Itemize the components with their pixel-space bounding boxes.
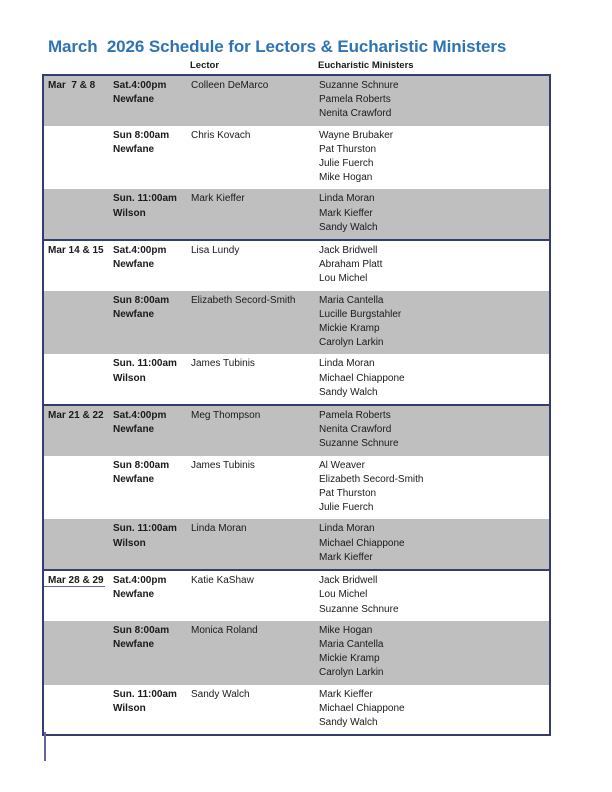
- minister-name: Maria Cantella: [319, 294, 384, 306]
- service-row: [43, 240, 550, 291]
- service-location-label: Newfane: [113, 308, 155, 320]
- time-location-cell: [109, 621, 187, 685]
- lector-name: Sandy Walch: [191, 688, 250, 700]
- date-cell: [43, 189, 109, 240]
- minister-name: Mike Hogan: [319, 624, 373, 636]
- minister-name: Linda Moran: [319, 523, 375, 535]
- service-time-label: Sat.4:00pm: [113, 575, 167, 587]
- service-location-label: Newfane: [113, 424, 155, 436]
- service-time-label: Sun 8:00am: [113, 294, 170, 306]
- week-block: [43, 75, 550, 240]
- lector-cell: [187, 75, 315, 126]
- lector-name: Mark Kieffer: [191, 193, 245, 205]
- date-cell: [43, 405, 109, 456]
- week-block: [43, 240, 550, 405]
- minister-name: Sandy Walch: [319, 386, 378, 398]
- week-block: [43, 570, 550, 735]
- service-location-label: Newfane: [113, 589, 155, 601]
- service-row: [43, 291, 550, 355]
- schedule-table: [42, 74, 551, 736]
- page-title: March 2026 Schedule for Lectors & Eucharistic Ministers: [48, 37, 507, 56]
- lector-cell: [187, 570, 315, 621]
- time-location-cell: [109, 570, 187, 621]
- date-cell: [43, 291, 109, 355]
- time-location-cell: [109, 354, 187, 405]
- lector-name: Katie KaShaw: [191, 575, 254, 587]
- service-time-label: Sat.4:00pm: [113, 410, 167, 422]
- minister-name: Mickie Kramp: [319, 653, 380, 665]
- week-date-label: Mar 28 & 29: [48, 575, 104, 587]
- minister-name: Pamela Roberts: [319, 94, 391, 106]
- service-row: [43, 354, 550, 405]
- ministers-cell: [315, 126, 550, 190]
- week-date-label: Mar 14 & 15: [48, 245, 104, 257]
- time-location-cell: [109, 291, 187, 355]
- minister-name: Lou Michel: [319, 273, 368, 285]
- minister-name: Linda Moran: [319, 193, 375, 205]
- minister-name: Pat Thurston: [319, 488, 377, 500]
- lector-cell: [187, 126, 315, 190]
- lector-cell: [187, 240, 315, 291]
- lector-cell: [187, 621, 315, 685]
- minister-name: Lucille Burgstahler: [319, 308, 402, 320]
- minister-name: Pamela Roberts: [319, 410, 391, 422]
- time-location-cell: [109, 519, 187, 570]
- date-cell: [43, 570, 109, 621]
- service-time-label: Sun. 11:00am: [113, 688, 177, 700]
- service-row: [43, 621, 550, 685]
- week-date-label: Mar 7 & 8: [48, 80, 96, 91]
- service-row: [43, 405, 550, 456]
- lector-name: Lisa Lundy: [191, 245, 240, 257]
- minister-name: Elizabeth Secord-Smith: [319, 473, 424, 485]
- week-date-label: Mar 21 & 22: [48, 410, 104, 422]
- minister-name: Mickie Kramp: [319, 323, 380, 335]
- minister-name: Suzanne Schnure: [319, 80, 399, 91]
- column-header-lector: Lector: [190, 60, 220, 71]
- service-row: [43, 570, 550, 621]
- time-location-cell: [109, 75, 187, 126]
- ministers-cell: [315, 189, 550, 240]
- column-header-ministers: Eucharistic Ministers: [318, 60, 414, 71]
- service-location-label: Newfane: [113, 473, 155, 485]
- date-cell: [43, 75, 109, 126]
- minister-name: Julie Fuerch: [319, 502, 374, 514]
- lector-cell: [187, 456, 315, 520]
- minister-name: Linda Moran: [319, 358, 375, 370]
- minister-name: Michael Chiappone: [319, 702, 405, 714]
- service-row: [43, 126, 550, 190]
- minister-name: Julie Fuerch: [319, 158, 374, 170]
- time-location-cell: [109, 405, 187, 456]
- lector-cell: [187, 189, 315, 240]
- service-location-label: Newfane: [113, 259, 155, 271]
- ministers-cell: [315, 75, 550, 126]
- lector-name: Colleen DeMarco: [191, 80, 269, 91]
- minister-name: Maria Cantella: [319, 638, 384, 650]
- date-cell: [43, 519, 109, 570]
- minister-name: Mark Kieffer: [319, 207, 373, 219]
- date-cell: [43, 354, 109, 405]
- minister-name: Michael Chiappone: [319, 372, 405, 384]
- minister-name: Lou Michel: [319, 589, 368, 601]
- date-cell: [43, 126, 109, 190]
- minister-name: Abraham Platt: [319, 259, 383, 271]
- lector-cell: [187, 354, 315, 405]
- date-cell: [43, 621, 109, 685]
- ministers-cell: [315, 354, 550, 405]
- minister-name: Mike Hogan: [319, 172, 373, 184]
- time-location-cell: [109, 240, 187, 291]
- minister-name: Carolyn Larkin: [319, 337, 384, 349]
- service-time-label: Sat.4:00pm: [113, 245, 167, 257]
- ministers-cell: [315, 519, 550, 570]
- minister-name: Nenita Crawford: [319, 108, 392, 120]
- minister-name: Sandy Walch: [319, 716, 378, 728]
- time-location-cell: [109, 126, 187, 190]
- service-time-label: Sun 8:00am: [113, 624, 170, 636]
- minister-name: Mark Kieffer: [319, 551, 373, 563]
- minister-name: Suzanne Schnure: [319, 603, 399, 615]
- date-underline-accent: [44, 586, 105, 587]
- week-block: [43, 405, 550, 570]
- service-time-label: Sat.4:00pm: [113, 80, 167, 91]
- time-location-cell: [109, 685, 187, 736]
- service-time-label: Sun 8:00am: [113, 459, 170, 471]
- service-row: [43, 75, 550, 126]
- minister-name: Jack Bridwell: [319, 575, 378, 587]
- minister-name: Sandy Walch: [319, 221, 378, 233]
- service-time-label: Sun. 11:00am: [113, 523, 177, 535]
- lector-name: James Tubinis: [191, 459, 255, 471]
- minister-name: Wayne Brubaker: [319, 129, 394, 141]
- service-location-label: Wilson: [113, 537, 146, 549]
- lector-cell: [187, 291, 315, 355]
- lector-cell: [187, 405, 315, 456]
- page-edge-accent-line: [44, 732, 46, 761]
- ministers-cell: [315, 405, 550, 456]
- service-time-label: Sun. 11:00am: [113, 193, 177, 205]
- minister-name: Jack Bridwell: [319, 245, 378, 257]
- service-row: [43, 519, 550, 570]
- minister-name: Al Weaver: [319, 459, 365, 471]
- minister-name: Carolyn Larkin: [319, 667, 384, 679]
- service-location-label: Wilson: [113, 702, 146, 714]
- lector-name: James Tubinis: [191, 358, 255, 370]
- service-location-label: Wilson: [113, 372, 146, 384]
- ministers-cell: [315, 621, 550, 685]
- service-location-label: Newfane: [113, 638, 155, 650]
- minister-name: Suzanne Schnure: [319, 438, 399, 450]
- ministers-cell: [315, 291, 550, 355]
- lector-cell: [187, 519, 315, 570]
- lector-cell: [187, 685, 315, 736]
- service-row: [43, 685, 550, 736]
- service-time-label: Sun. 11:00am: [113, 358, 177, 370]
- ministers-cell: [315, 456, 550, 520]
- service-location-label: Newfane: [113, 94, 155, 106]
- service-row: [43, 456, 550, 520]
- minister-name: Pat Thurston: [319, 143, 377, 155]
- ministers-cell: [315, 240, 550, 291]
- date-cell: [43, 685, 109, 736]
- time-location-cell: [109, 456, 187, 520]
- service-row: [43, 189, 550, 240]
- column-header-row: [42, 60, 551, 73]
- lector-name: Meg Thompson: [191, 410, 261, 422]
- minister-name: Michael Chiappone: [319, 537, 405, 549]
- minister-name: Nenita Crawford: [319, 424, 392, 436]
- service-location-label: Newfane: [113, 143, 155, 155]
- date-cell: [43, 240, 109, 291]
- lector-name: Linda Moran: [191, 523, 247, 535]
- ministers-cell: [315, 570, 550, 621]
- service-location-label: Wilson: [113, 207, 146, 219]
- lector-name: Monica Roland: [191, 624, 258, 636]
- service-time-label: Sun 8:00am: [113, 129, 170, 141]
- minister-name: Mark Kieffer: [319, 688, 373, 700]
- lector-name: Elizabeth Secord-Smith: [191, 294, 296, 306]
- time-location-cell: [109, 189, 187, 240]
- lector-name: Chris Kovach: [191, 129, 251, 141]
- ministers-cell: [315, 685, 550, 736]
- date-cell: [43, 456, 109, 520]
